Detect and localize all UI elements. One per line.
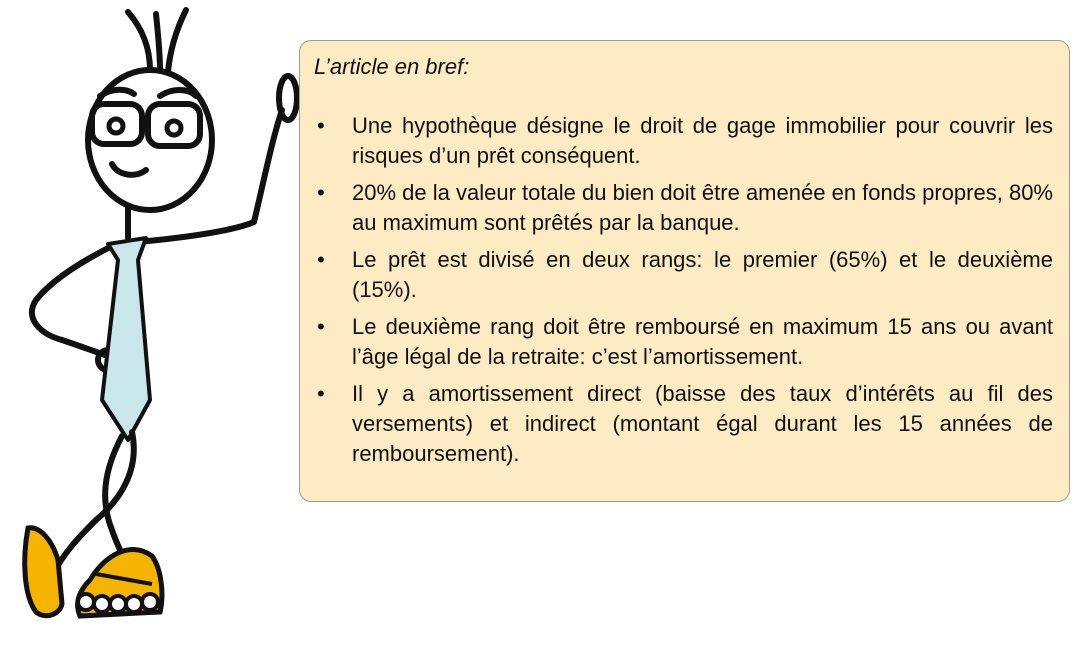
bullet-text: Le prêt est divisé en deux rangs: le premier (65%) et le deuxième (15%). [352,247,1053,302]
list-item [314,178,1053,238]
hair-strand [168,10,186,72]
list-item [314,111,1053,171]
necktie [102,238,150,440]
bullet-text: 20% de la valeur totale du bien doit être amenée en fonds propres, 80% au maximum sont prêtés par la banque. [352,180,1053,235]
bullet-icon: • [317,247,325,272]
list-item [314,245,1053,305]
hair-strand [156,14,160,70]
list-item [314,312,1053,372]
shoe-back [25,528,62,616]
raised-hand [279,76,297,120]
bullet-icon: • [317,113,325,138]
stick-figure-illustration [0,0,310,646]
mouth [112,164,146,175]
shoe-toes [78,594,158,612]
bullet-text: Il y a amortissement direct (baisse des taux d’intérêts au fil des versements) et indirect (montant égal durant les 15 années de remboursement). [352,381,1053,466]
bullet-text: Le deuxième rang doit être remboursé en maximum 15 ans ou avant l’âge légal de la retraite: c’est l’amortissement. [352,314,1053,369]
summary-title: L’article en bref: [314,54,470,79]
summary-bullet-list [314,111,1053,469]
eyebrow-left [100,90,134,96]
glasses-left-lens [92,104,142,144]
bullet-icon: • [317,381,325,406]
hip-arm [32,244,116,356]
eye-left [109,119,123,133]
bullet-icon: • [317,180,325,205]
bullet-text: Une hypothèque désigne le droit de gage immobilier pour couvrir les risques d’un prêt conséquent. [352,113,1053,168]
bullet-icon: • [317,314,325,339]
article-summary-box [299,40,1070,502]
list-item [314,379,1053,469]
eyebrow-right [160,90,196,96]
hair-strand [128,12,150,70]
eye-right [167,121,181,135]
glasses-right-lens [148,104,200,146]
